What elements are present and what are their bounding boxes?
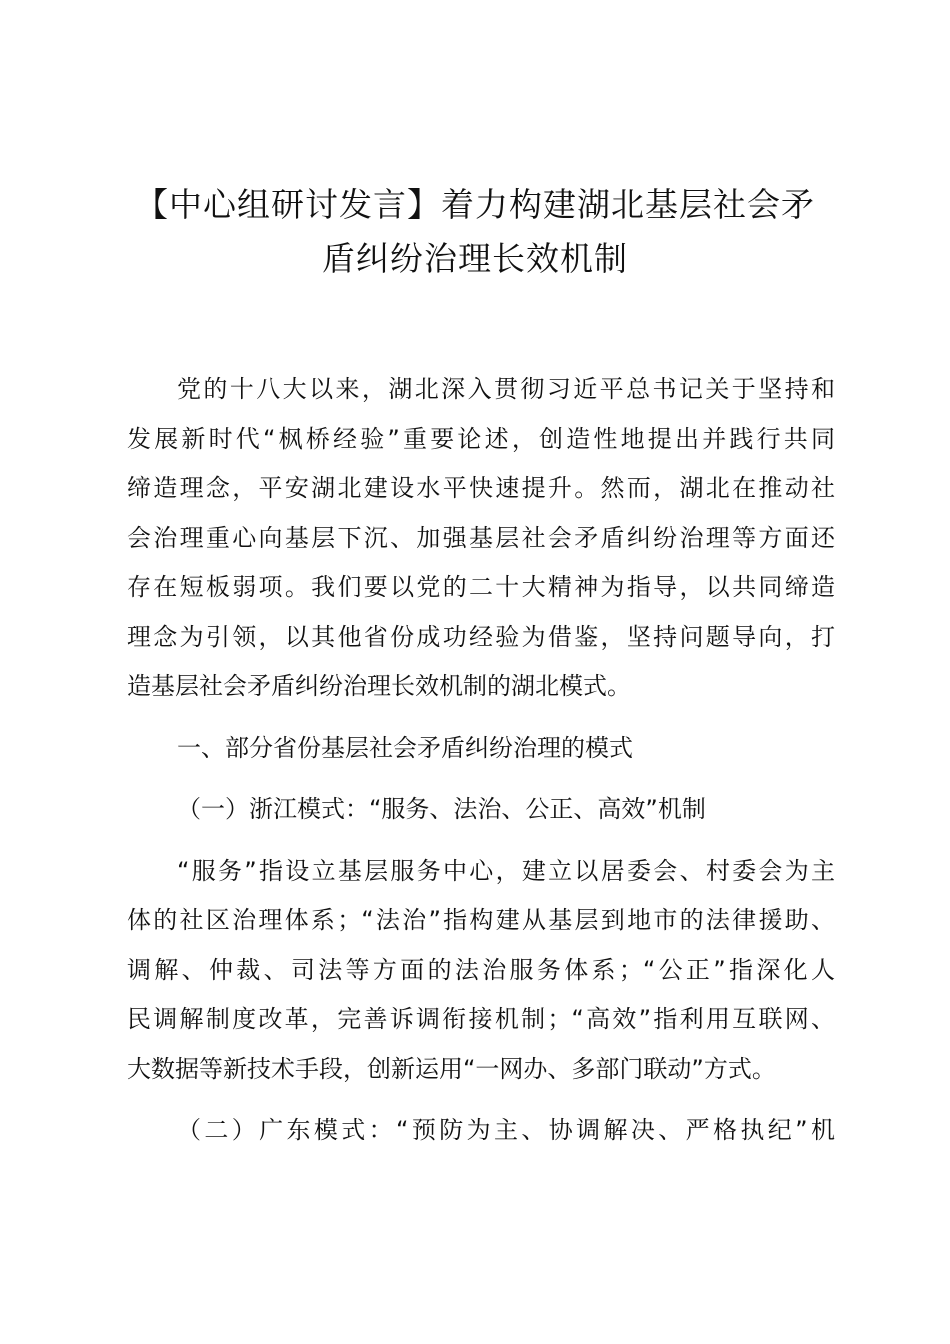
paragraph-zhejiang <box>127 847 835 1095</box>
document-body <box>127 365 835 1156</box>
heading-line: （一）浙江模式：“服务、法治、公正、高效”机制 <box>177 795 706 823</box>
paragraph-line: 存在短板弱项。我们要以党的二十大精神为指导，以共同缔造 <box>127 573 835 601</box>
section-heading-1 <box>127 724 835 774</box>
subsection-heading-guangdong <box>127 1106 835 1156</box>
document-title <box>100 178 850 286</box>
paragraph-line: 会治理重心向基层下沉、加强基层社会矛盾纠纷治理等方面还 <box>127 523 835 552</box>
paragraph-line: 调解、仲裁、司法等方面的法治服务体系；“公正”指深化人 <box>127 955 835 984</box>
paragraph-intro <box>127 365 835 712</box>
paragraph-line: “服务”指设立基层服务中心，建立以居委会、村委会为主 <box>177 856 835 885</box>
paragraph-spacer <box>127 712 835 724</box>
paragraph-line: 民调解制度改革，完善诉调衔接机制；“高效”指利用互联网、 <box>127 1005 835 1033</box>
paragraph-line: 大数据等新技术手段，创新运用“一网办、多部门联动”方式。 <box>127 1054 776 1083</box>
paragraph-line: 党的十八大以来，湖北深入贯彻习近平总书记关于坚持和 <box>177 375 835 403</box>
heading-line: 一、部分省份基层社会矛盾纠纷治理的模式 <box>177 733 633 762</box>
paragraph-line: 造基层社会矛盾纠纷治理长效机制的湖北模式。 <box>127 672 631 700</box>
title-line: 盾纠纷治理长效机制 <box>322 239 628 278</box>
paragraph-spacer <box>127 835 835 847</box>
paragraph-line: 发展新时代“枫桥经验”重要论述，创造性地提出并践行共同 <box>127 424 835 453</box>
title-line: 【中心组研讨发言】着力构建湖北基层社会矛 <box>135 185 815 224</box>
paragraph-line: 体的社区治理体系；“法治”指构建从基层到地市的法律援助、 <box>127 906 835 934</box>
paragraph-spacer <box>127 1094 835 1106</box>
paragraph-spacer <box>127 773 835 785</box>
subsection-heading-zhejiang <box>127 785 835 835</box>
heading-line: （二）广东模式：“预防为主、协调解决、严格执纪”机 <box>177 1116 835 1144</box>
paragraph-line: 理念为引领，以其他省份成功经验为借鉴，坚持问题导向，打 <box>127 622 835 651</box>
paragraph-line: 缔造理念，平安湖北建设水平快速提升。然而，湖北在推动社 <box>127 474 835 502</box>
